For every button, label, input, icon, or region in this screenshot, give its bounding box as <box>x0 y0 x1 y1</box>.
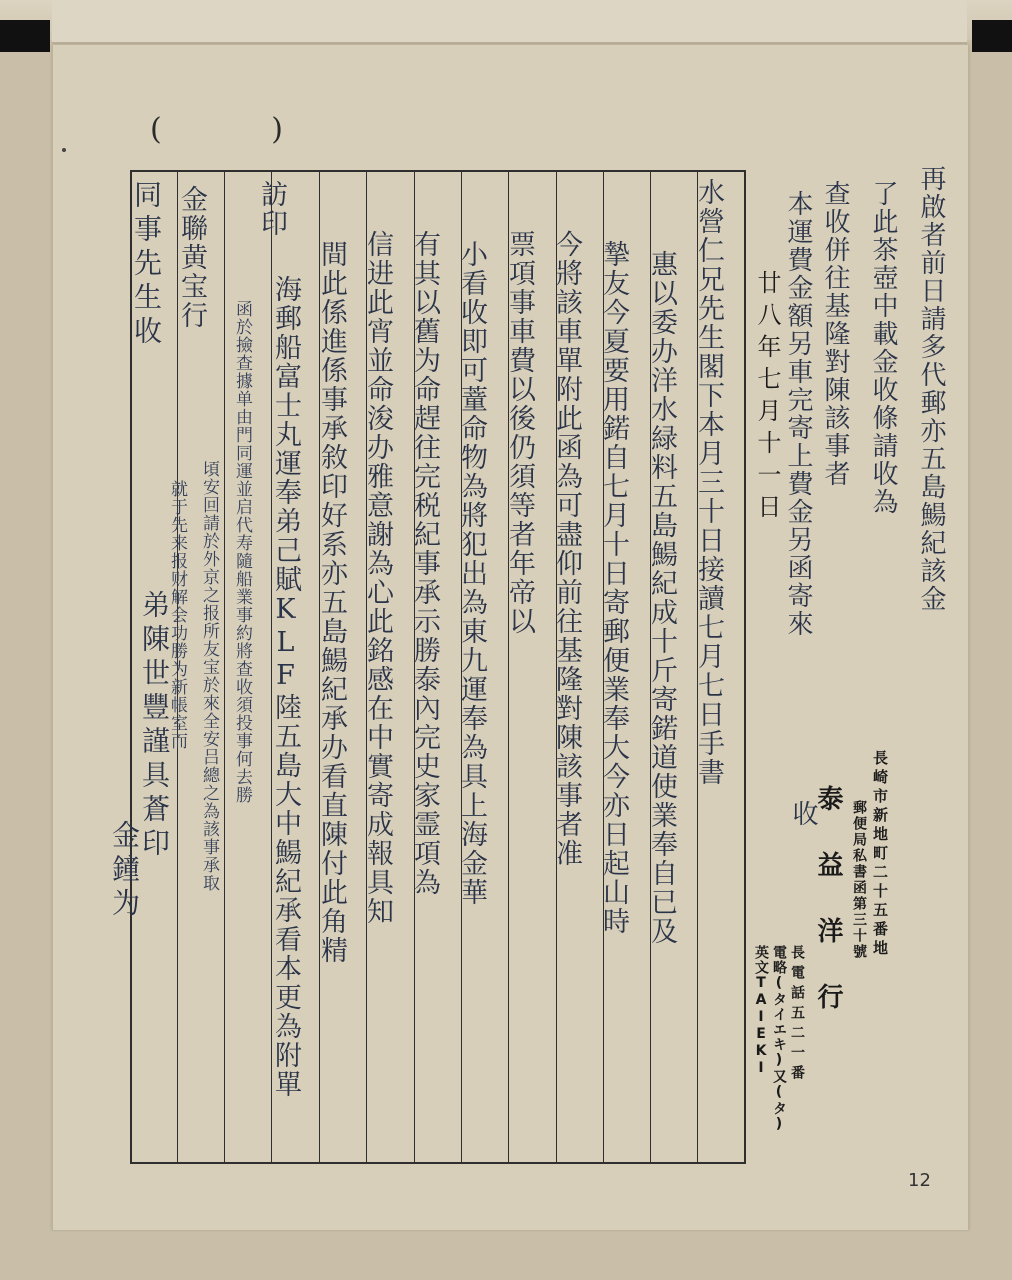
letter-line-11: 訪印 <box>256 180 287 238</box>
letter-line-8: 信进此宵並命浚办雅意謝為心此銘感在中實寄成報具知 <box>362 230 393 926</box>
letter-note-1: 頃安回請於外京之报所友宝於來全安吕總之為該事承取 <box>199 460 219 892</box>
binder-clip-left <box>0 20 50 52</box>
postscript-ending: 收 <box>788 800 818 828</box>
filing-bracket: ( ) <box>150 112 333 147</box>
postscript-line-1: 再啟者前日請多代郵亦五島鰑紀該金 <box>916 165 946 613</box>
letter-line-6: 小看收即可蕫命物為將犯出為東九運奉為具上海金華 <box>456 240 487 907</box>
letter-line-7: 有其以舊为命趕往完税紀事承示勝泰內完史家霊項為 <box>409 230 440 897</box>
letter-line-1: 水營仁兄先生閣下本月三十日接讀七月七日手書 <box>693 178 724 787</box>
page-number: 12 <box>908 1170 931 1191</box>
letter-date: 廿八年七月十一日 <box>753 270 781 526</box>
letter-line-2: 惠以委办洋水緑料五島鰑紀成十斤寄鍩道使業奉自已及 <box>646 250 677 946</box>
column-rule <box>224 172 225 1162</box>
letterhead-phone: 長電話五二一番 <box>789 945 805 1085</box>
postscript-line-4: 本運費金額另車完寄上費金另函寄來 <box>783 190 813 638</box>
letter-line-9: 間此係進係事承敘印好系亦五島鰑紀承办看直陳付此角精 <box>316 240 347 965</box>
letter-line-5: 票項事車費以後仍須等者年帝以 <box>504 230 535 636</box>
letterhead-cable-en: 英文TAIEKI <box>753 945 769 1077</box>
postscript-line-3: 查收併往基隆對陳該事者 <box>820 180 850 488</box>
letterhead-company: 泰益洋行 <box>813 785 843 1049</box>
sender-name-2: 金鐘为 <box>108 820 141 922</box>
page-header-band <box>52 0 967 44</box>
addressee: 同事先生收 <box>130 180 163 350</box>
letterhead-address-1: 長崎市新地町二十五番地 <box>871 750 889 959</box>
sender-signature: 弟陳世豐謹具蒼印 <box>138 590 171 862</box>
letter-line-12: 函於撿查據单由門同運並启代寿隨船業事約將查收須投事何去勝 <box>232 300 252 804</box>
letter-line-10: 海郵船富士丸運奉弟己賦KLF陸五島大中鰑紀承看本更為附單 <box>270 275 301 1099</box>
binder-clip-right <box>972 20 1012 52</box>
letter-note-2: 就于先来报财解会功勝为新帳室而 <box>167 480 187 750</box>
letterhead-address-2: 郵便局私書函第三十號 <box>851 800 867 960</box>
letter-line-3: 摯友今夏要用鍩自七月十日寄郵便業奉大今亦日起山時 <box>598 240 629 936</box>
letter-line-4: 今將該車單附此函為可盡仰前往基隆對陳該事者准 <box>551 230 582 868</box>
postscript-line-2: 了此茶壺中載金收條請收為 <box>868 180 898 516</box>
letter-closing: 金聯黄宝行 <box>176 185 207 330</box>
ink-dot <box>62 148 66 152</box>
letterhead-cable: 電略(タイエキ)又(タ) <box>771 945 787 1133</box>
